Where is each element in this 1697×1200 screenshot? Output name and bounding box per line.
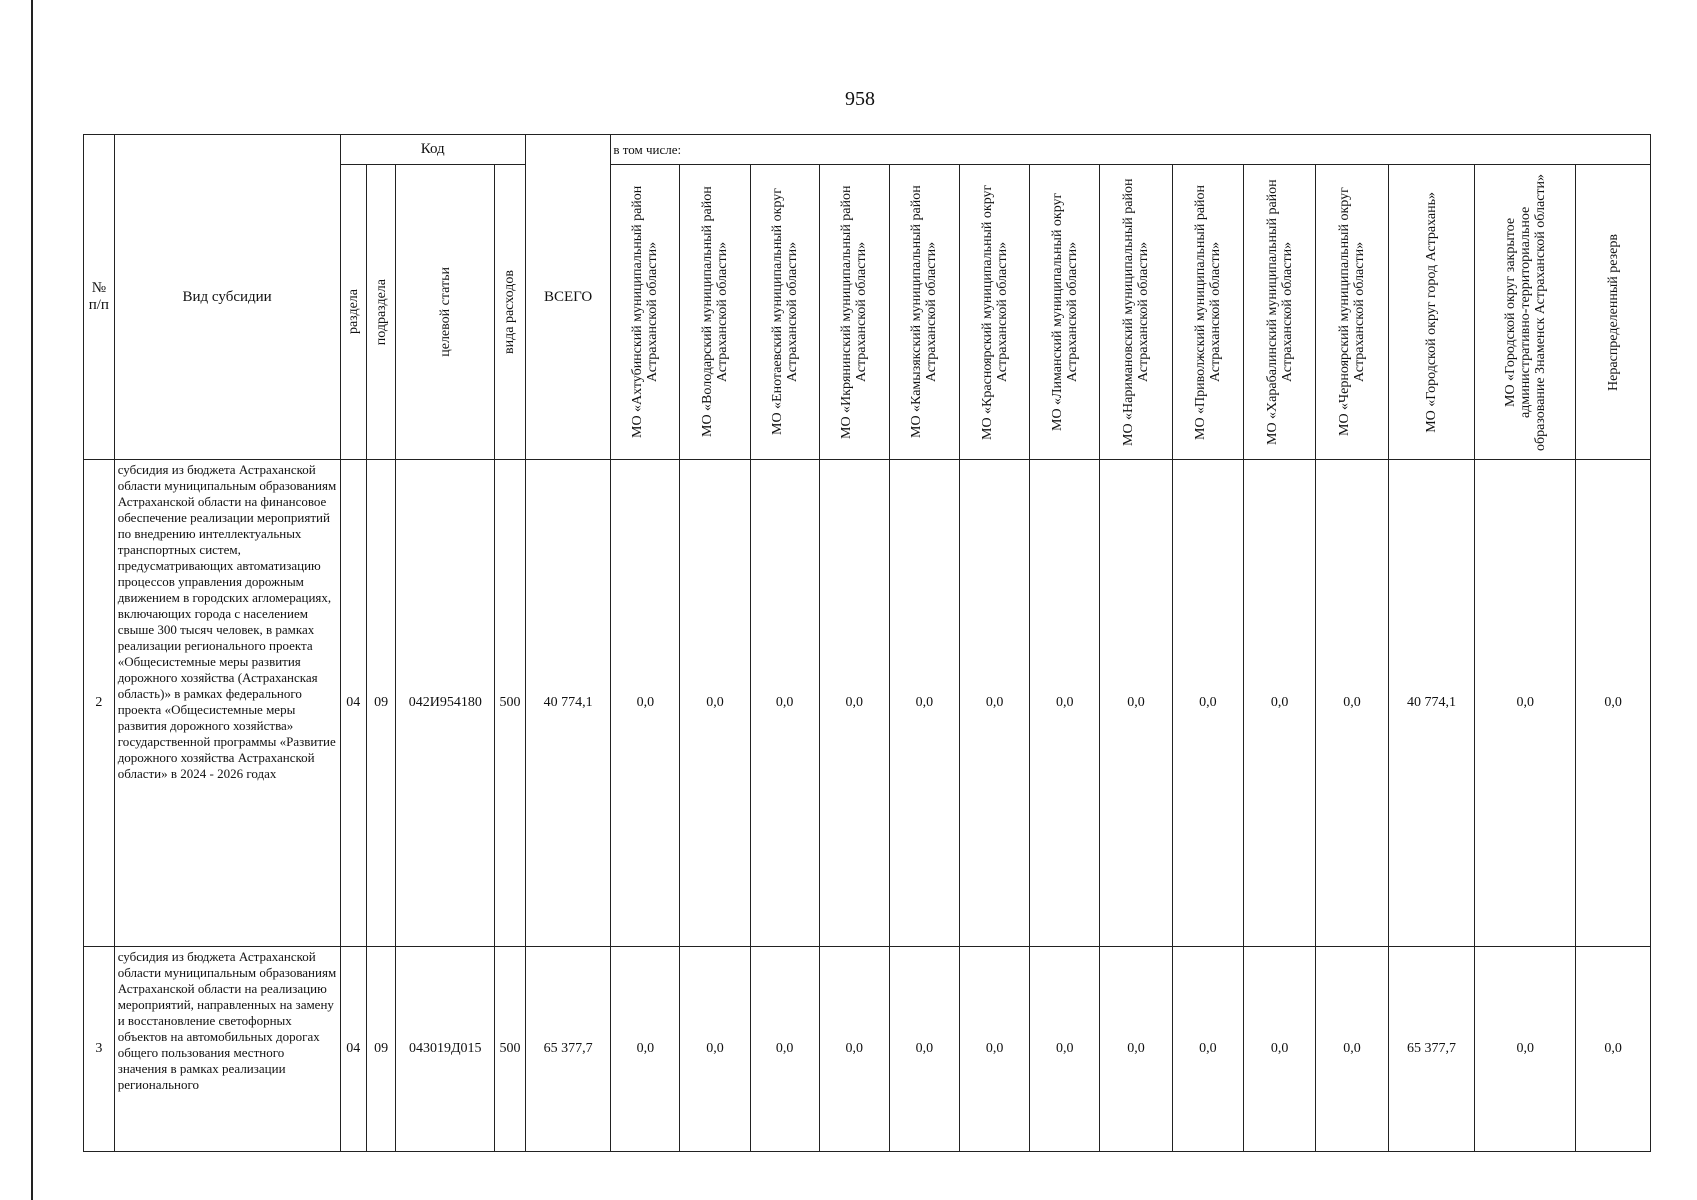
- row-num: 2: [84, 460, 115, 947]
- row-value: 0,0: [1100, 947, 1172, 1152]
- row-value: 0,0: [611, 460, 680, 947]
- row-subsection: 09: [366, 947, 396, 1152]
- row-value: 0,0: [960, 460, 1030, 947]
- row-subsection: 09: [366, 460, 396, 947]
- header-municipality: МО «Енотаевский муниципальный округ Астраханской области»: [750, 165, 819, 460]
- row-value: 0,0: [1316, 460, 1388, 947]
- row-value: 0,0: [680, 947, 750, 1152]
- row-value: 65 377,7: [1388, 947, 1475, 1152]
- header-municipality: МО «Камызякский муниципальный район Астраханской области»: [889, 165, 959, 460]
- row-title: субсидия из бюджета Астраханской области муниципальным образованиям Астраханской области на финансовое обеспечение реализации мероприятий по внедрению интеллектуальных транспортных систем, предусматривающих автоматизацию процессов управления дорожным движением в городских агломерациях, включающих города с населением свыше 300 тысяч человек, в рамках реализации регионального проекта «Общесистемные меры развития дорожного хозяйства (Астраханская область)» в рамках федерального проекта «Общесистемные меры развития дорожного хозяйства» государственной программы «Развитие дорожного хозяйства Астраханской области» в 2024 - 2026 годах: [114, 460, 340, 947]
- row-expense-type: 500: [495, 947, 526, 1152]
- row-value: 0,0: [680, 460, 750, 947]
- row-value: 40 774,1: [1388, 460, 1475, 947]
- row-value: 0,0: [1172, 460, 1243, 947]
- row-value: 0,0: [1243, 460, 1315, 947]
- row-value: 0,0: [960, 947, 1030, 1152]
- header-municipality: МО «Икрянинский муниципальный район Астраханской области»: [819, 165, 889, 460]
- row-value: 0,0: [1475, 947, 1576, 1152]
- header-municipality: МО «Городской округ город Астрахань»: [1388, 165, 1475, 460]
- header-municipality: МО «Городской округ закрытое административно-территориальное образование Знаменск Астраханской области»: [1475, 165, 1576, 460]
- row-total: 40 774,1: [525, 460, 611, 947]
- row-value: 0,0: [1475, 460, 1576, 947]
- row-value: 0,0: [1100, 460, 1172, 947]
- header-target-article: целевой статьи: [396, 165, 495, 460]
- row-value: 0,0: [1030, 947, 1100, 1152]
- row-value: 0,0: [750, 460, 819, 947]
- row-value: 0,0: [1576, 947, 1651, 1152]
- header-subsection: подраздела: [366, 165, 396, 460]
- binding-margin-line: [31, 0, 33, 1200]
- row-value: 0,0: [819, 460, 889, 947]
- row-value: 0,0: [889, 460, 959, 947]
- row-target-article: 043019Д015: [396, 947, 495, 1152]
- row-value: 0,0: [750, 947, 819, 1152]
- header-municipality: МО «Лиманский муниципальный округ Астраханской области»: [1030, 165, 1100, 460]
- row-section: 04: [340, 947, 366, 1152]
- row-total: 65 377,7: [525, 947, 611, 1152]
- row-value: 0,0: [819, 947, 889, 1152]
- header-subsidy-type: Вид субсидии: [114, 135, 340, 460]
- header-municipality: МО «Харабалинский муниципальный район Астраханской области»: [1243, 165, 1315, 460]
- row-value: 0,0: [611, 947, 680, 1152]
- header-municipality: МО «Наримановский муниципальный район Астраханской области»: [1100, 165, 1172, 460]
- row-target-article: 042И954180: [396, 460, 495, 947]
- header-reserve: Нераспределенный резерв: [1576, 165, 1651, 460]
- page-number: 958: [845, 88, 875, 110]
- row-value: 0,0: [1030, 460, 1100, 947]
- header-municipality: МО «Красноярский муниципальный округ Астраханской области»: [960, 165, 1030, 460]
- row-expense-type: 500: [495, 460, 526, 947]
- header-municipality: МО «Ахтубинский муниципальный район Астраханской области»: [611, 165, 680, 460]
- table-row: [84, 460, 1651, 947]
- header-total: ВСЕГО: [525, 135, 611, 460]
- row-section: 04: [340, 460, 366, 947]
- subsidy-table: [83, 134, 1651, 1152]
- header-municipality: МО «Приволжский муниципальный район Астраханской области»: [1172, 165, 1243, 460]
- table-row: [84, 947, 1651, 1152]
- row-num: 3: [84, 947, 115, 1152]
- row-value: 0,0: [1172, 947, 1243, 1152]
- header-num: № п/п: [84, 135, 115, 460]
- row-value: 0,0: [889, 947, 959, 1152]
- header-expense-type: вида расходов: [495, 165, 526, 460]
- row-value: 0,0: [1316, 947, 1388, 1152]
- header-section: раздела: [340, 165, 366, 460]
- header-municipality: МО «Володарский муниципальный район Астраханской области»: [680, 165, 750, 460]
- row-value: 0,0: [1243, 947, 1315, 1152]
- header-municipality: МО «Черноярский муниципальный округ Астраханской области»: [1316, 165, 1388, 460]
- header-including: в том числе:: [611, 135, 1651, 165]
- row-title: субсидия из бюджета Астраханской области муниципальным образованиям Астраханской области на реализацию мероприятий, направленных на замену и восстановление светофорных объектов на автомобильных дорогах общего пользования местного значения в рамках реализации регионального: [114, 947, 340, 1152]
- row-value: 0,0: [1576, 460, 1651, 947]
- header-code: Код: [340, 135, 525, 165]
